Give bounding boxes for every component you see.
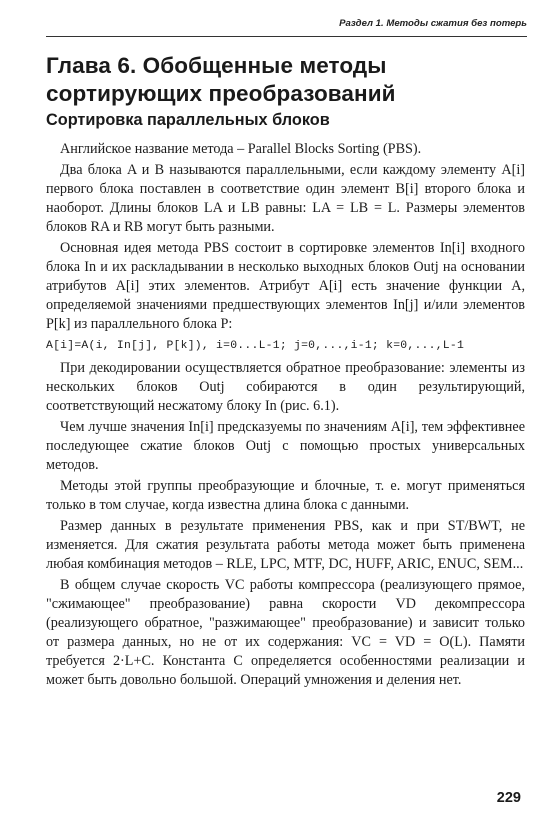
paragraph: Размер данных в результате применения PBS, как и при ST/BWT, не изменяется. Для сжатия результата работы метода может быть применена любая комбинация методов – RLE, LPC, MTF, DC, HUFF, ARIC, ENUC, SEM... [46,518,525,572]
paragraph: Основная идея метода PBS состоит в сортировке элементов In[i] входного блока In и их раскладывании в несколько выходных блоков Outj на основании атрибутов A[i] этих элементов. Атрибут A[i] есть значение функции A, определяемой значениями предшествующих элементов In[j] и/или элементов P[k] из параллельного блока P: [46,240,525,332]
paragraph: В общем случае скорость VC работы компрессора (реализующего прямое, "сжимающее" преобразование) равна скорости VD декомпрессора (реализующего обратное, "разжимающее" преобразование) и зависит только от размера данных, но не от их содержания: VC = VD = O(L). Памяти требуется 2·L+C. Константа C определяется особенностями реализации и может быть довольно большой. Операций умножения и деления нет. [46,577,525,688]
body-text [46,140,525,692]
formula-line: A[i]=A(i, In[j], P[k]), i=0...L-1; j=0,...,i-1; k=0,...,L-1 [46,340,465,352]
paragraph: При декодировании осуществляется обратное преобразование: элементы из нескольких блоков Outj собираются в один результирующий, соответствующий несжатому блоку In (рис. 6.1). [46,360,525,414]
section-title: Сортировка параллельных блоков [46,111,330,129]
paragraph: Два блока A и B называются параллельными, если каждому элементу A[i] первого блока поставлен в соответствие один элемент B[i] второго блока и наоборот. Длины блоков LA и LB равны: LA = LB = L. Размеры элементов блоков RA и RB могут быть разными. [46,162,525,235]
paragraph: Английское название метода – Parallel Blocks Sorting (PBS). [60,141,422,157]
paragraph: Методы этой группы преобразующие и блочные, т. е. могут применяться только в том случае, когда известна длина блока с данными. [46,478,525,513]
running-head: Раздел 1. Методы сжатия без потерь [339,18,527,29]
paragraph: Чем лучше значения In[i] предсказуемы по значениям A[i], тем эффективнее последующее сжатие блоков Outj с помощью простых универсальных методов. [46,419,525,473]
chapter-title: Глава 6. Обобщенные методы сортирующих преобразований [46,53,396,106]
page-number: 229 [496,790,521,806]
header-rule [46,36,527,37]
